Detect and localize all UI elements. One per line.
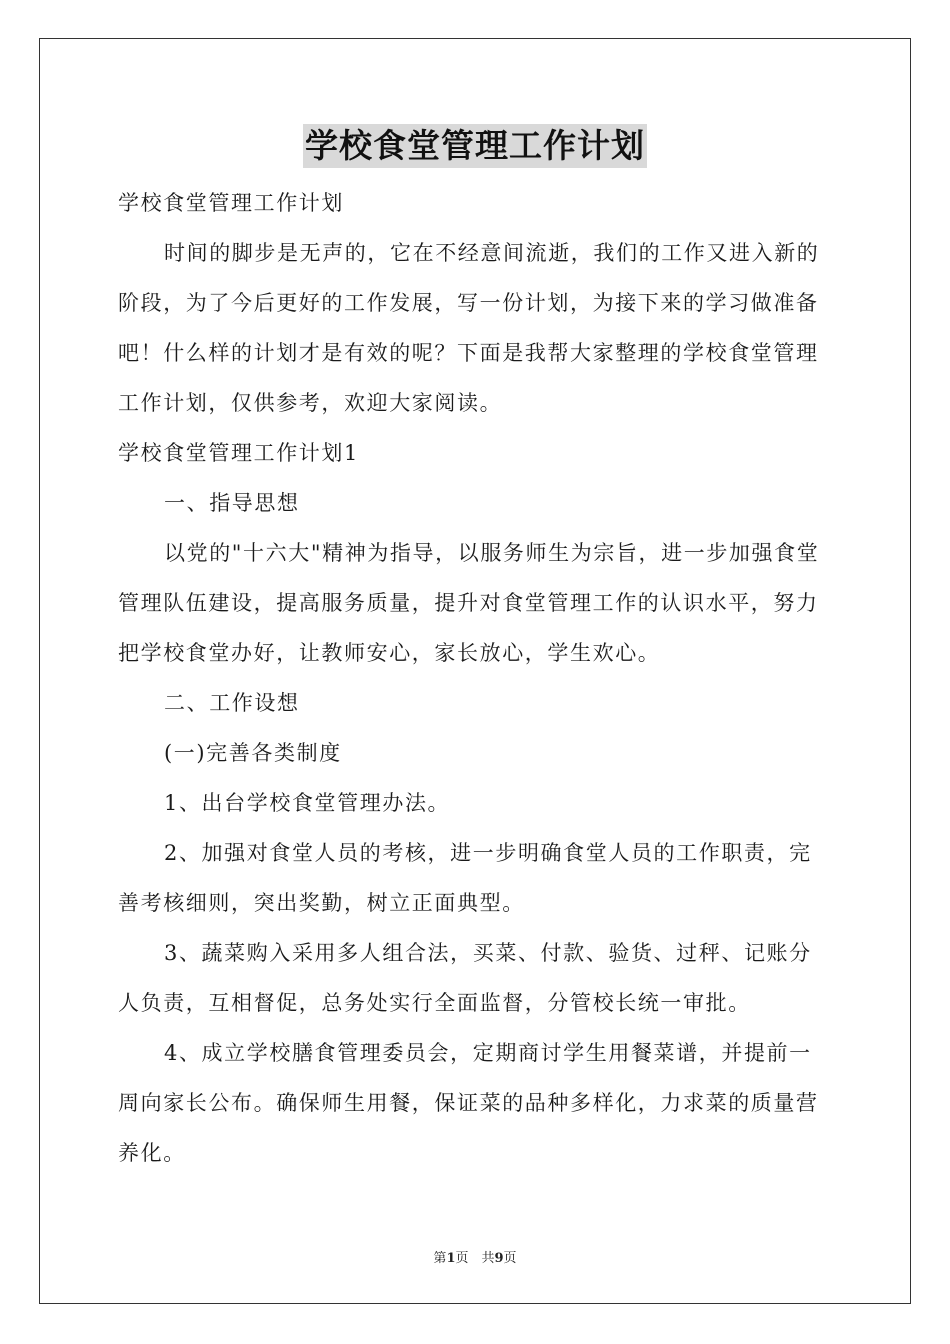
document-subtitle: 学校食堂管理工作计划 xyxy=(118,191,344,215)
heading-improve-systems: (一)完善各类制度 xyxy=(164,741,342,765)
list-item-4: 4、成立学校膳食管理委员会，定期商讨学生用餐菜谱，并提前一周向家长公布。确保师生用餐，保证菜的品种多样化，力求菜的质量营养化。 xyxy=(118,1041,819,1165)
list-item-1: 1、出台学校食堂管理办法。 xyxy=(164,791,451,815)
document-body xyxy=(118,178,834,1178)
footer-page-prefix: 第 xyxy=(433,1251,447,1266)
title-area xyxy=(0,124,950,168)
section-heading: 学校食堂管理工作计划1 xyxy=(118,441,359,465)
document-title: 学校食堂管理工作计划 xyxy=(303,124,647,168)
guiding-ideology-paragraph: 以党的"十六大"精神为指导，以服务师生为宗旨，进一步加强食堂管理队伍建设，提高服务质量，提升对食堂管理工作的认识水平，努力把学校食堂办好，让教师安心，家长放心，学生欢心。 xyxy=(118,541,820,665)
list-item-2: 2、加强对食堂人员的考核，进一步明确食堂人员的工作职责，完善考核细则，突出奖勤，树立正面典型。 xyxy=(118,841,812,915)
heading-guiding-ideology: 一、指导思想 xyxy=(164,491,300,515)
footer-page-suffix: 页 xyxy=(503,1251,517,1266)
footer-page-mid: 页 共 xyxy=(455,1251,495,1266)
footer-current-page: 1 xyxy=(446,1251,456,1266)
page-footer xyxy=(0,1247,950,1266)
intro-paragraph: 时间的脚步是无声的，它在不经意间流逝，我们的工作又进入新的阶段，为了今后更好的工作发展，写一份计划，为接下来的学习做准备吧！什么样的计划才是有效的呢？下面是我帮大家整理的学校食堂管理工作计划，仅供参考，欢迎大家阅读。 xyxy=(118,241,820,415)
footer-total-pages: 9 xyxy=(494,1251,504,1266)
heading-work-plan: 二、工作设想 xyxy=(164,691,300,715)
list-item-3: 3、蔬菜购入采用多人组合法，买菜、付款、验货、过秤、记账分人负责，互相督促，总务处实行全面监督，分管校长统一审批。 xyxy=(118,941,812,1015)
